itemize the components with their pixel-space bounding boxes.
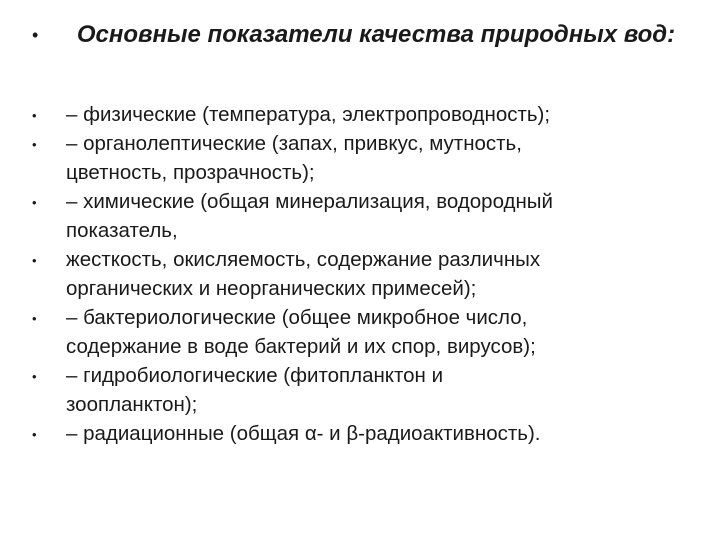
title-bullet: •	[32, 25, 39, 45]
list-item	[28, 245, 708, 303]
bullet-icon: •	[32, 253, 37, 268]
list-item-text: – гидробиологические (фитопланктон и зоопланктон);	[66, 364, 444, 416]
list-item-text: – физические (температура, электропроводность);	[66, 103, 551, 126]
bullet-icon: •	[32, 427, 37, 442]
list-item	[28, 100, 708, 129]
slide-title: Основные показатели качества природных вод:	[76, 21, 676, 48]
list-item	[28, 129, 708, 187]
list-item-text: – органолептические (запах, привкус, мутность, цветность, прозрачность);	[66, 132, 522, 184]
list-item	[28, 303, 708, 361]
list-item-text: – химические (общая минерализация, водородный показатель,	[66, 190, 553, 242]
title-block	[28, 18, 700, 52]
bullet-icon: •	[32, 195, 37, 210]
list-item-text: жесткость, окисляемость, содержание различных органических и неорганических примесей);	[66, 248, 541, 300]
bullet-icon: •	[32, 311, 37, 326]
list-item	[28, 361, 708, 419]
list-item	[28, 419, 708, 448]
bullet-icon: •	[32, 369, 37, 384]
bullet-icon: •	[32, 108, 37, 123]
title-row	[28, 18, 700, 52]
list-item-text: – бактериологические (общее микробное число, содержание в воде бактерий и их спор, вирусов);	[66, 306, 536, 358]
quality-indicators-list	[28, 100, 708, 448]
list-item-text: – радиационные (общая α- и β-радиоактивность).	[66, 422, 541, 445]
bullet-icon: •	[32, 137, 37, 152]
list-item	[28, 187, 708, 245]
